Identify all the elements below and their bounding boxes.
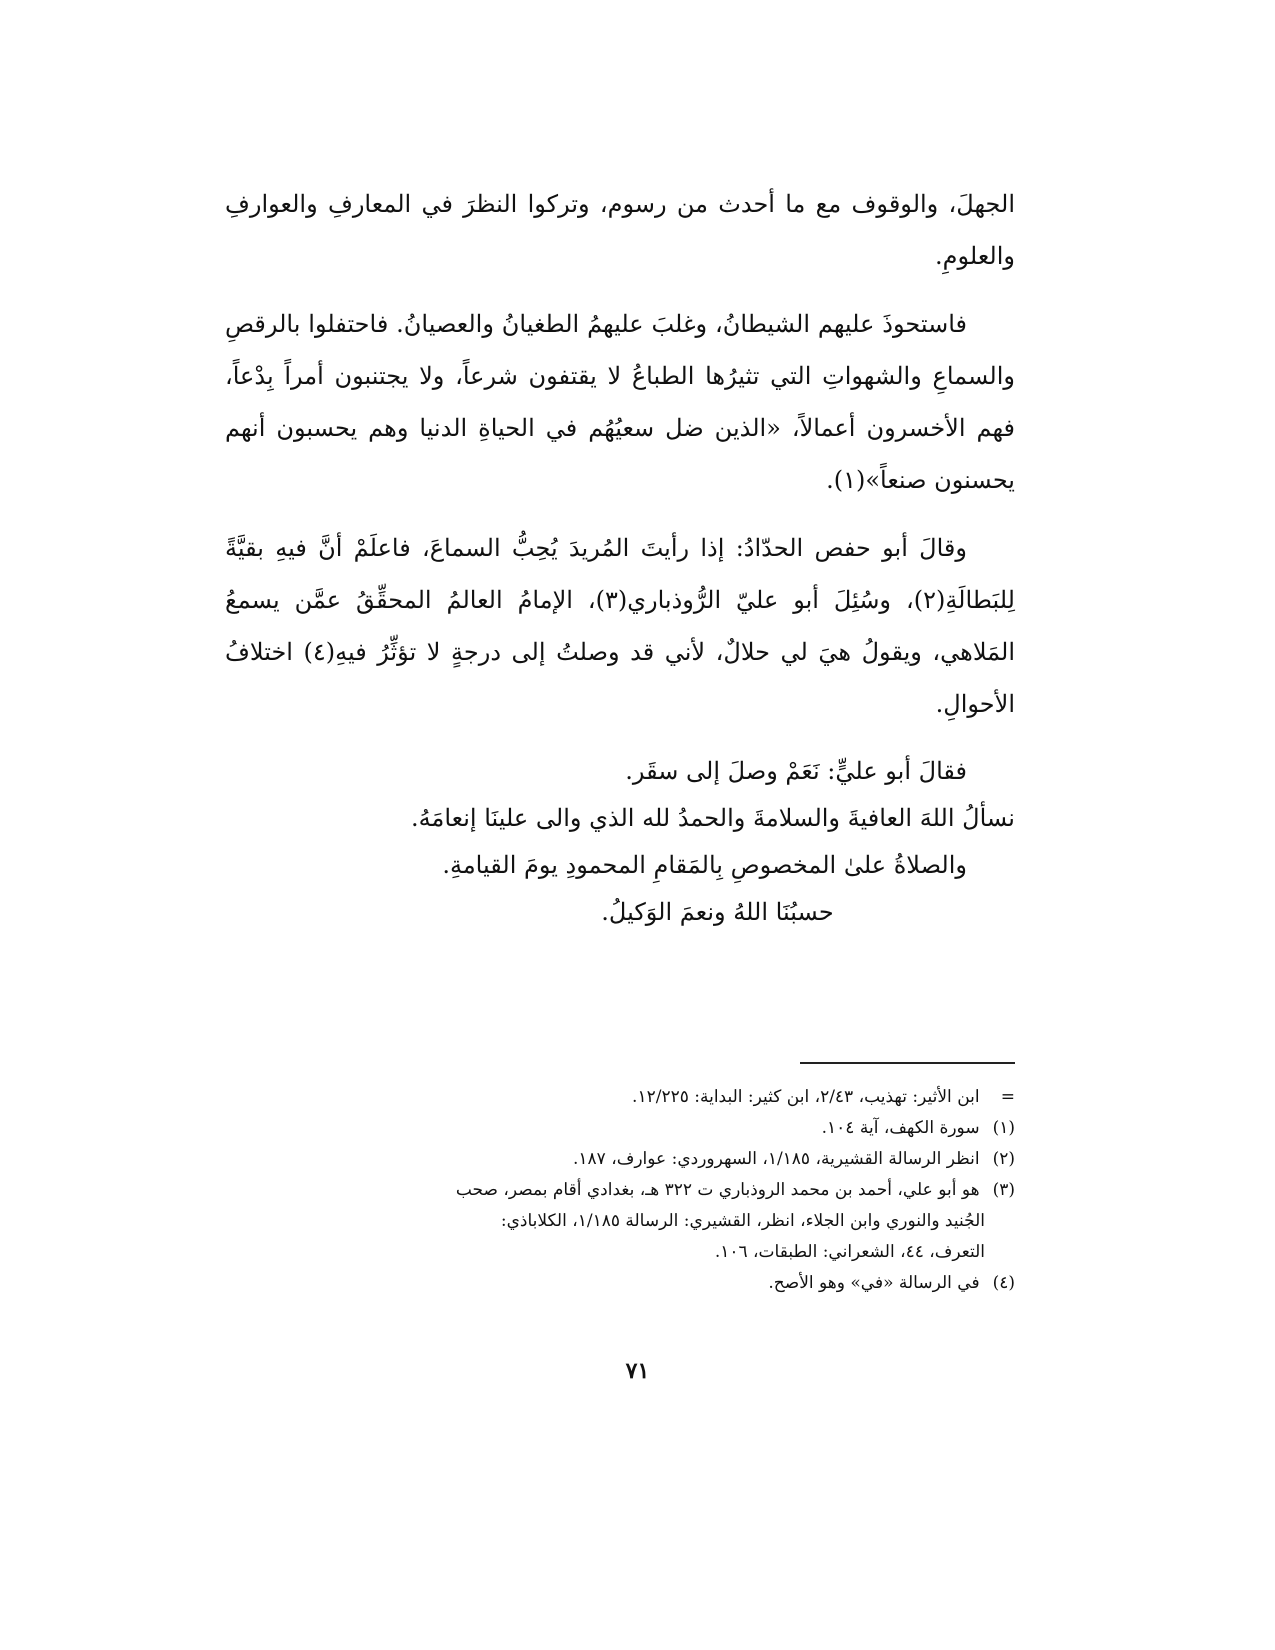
footnote-4 — [225, 1268, 1015, 1299]
paragraph-1: الجهلَ، والوقوف مع ما أحدث من رسوم، وتركوا النظرَ في المعارفِ والعوارفِ والعلومِ. — [225, 190, 1015, 270]
footnote-3 — [225, 1175, 1015, 1206]
closing-line-2: نسألُ اللهَ العافيةَ والسلامةَ والحمدُ لله الذي والى علينَا إنعامَهُ. — [410, 804, 1015, 832]
footnote-3-line-3 — [225, 1237, 1015, 1268]
footnote-text: التعرف، ٤٤، الشعراني: الطبقات، ١٠٦. — [714, 1242, 985, 1262]
closing-line-3: والصلاةُ علىٰ المخصوصِ بِالمَقامِ المحمودِ يومَ القيامةِ. — [442, 851, 967, 879]
footnote-text: سورة الكهف، آية ١٠٤. — [821, 1118, 980, 1138]
footnote-marker: = — [1000, 1087, 1015, 1107]
footnote-text: هو أبو علي، أحمد بن محمد الروذباري ت ٣٢٢ هـ، بغدادي أقام بمصر، صحب — [455, 1180, 980, 1200]
footnotes — [225, 1082, 1015, 1299]
footnote-separator — [800, 1062, 1015, 1064]
paragraph-3 — [225, 522, 1015, 730]
paragraph-3-text: وقالَ أبو حفص الحدّادُ: إذا رأيتَ المُريدَ يُحِبُّ السماعَ، فاعلَمْ أنَّ فيهِ بقيَّةً لِلبَطالَةِ(٢)، وسُئِلَ أبو عليّ الرُّوذباري(٣)، الإمامُ العالمُ المحقِّقُ عمَّن يسمعُ المَلاهي، ويقولُ هيَ لي حلالٌ، لأني قد وصلتُ إلى درجةٍ لا تؤثِّرُ فيهِ(٤) اختلافُ الأحوالِ. — [225, 534, 1015, 718]
closing-block — [380, 748, 1015, 936]
footnote-marker: (١) — [992, 1118, 1015, 1138]
closing-line-1: فقالَ أبو عليٍّ: نَعَمْ وصلَ إلى سقَر. — [625, 757, 967, 785]
footnote-marker: (٤) — [992, 1273, 1015, 1293]
footnote-continuation — [225, 1082, 1015, 1113]
footnote-text: ابن الأثير: تهذيب، ٢/٤٣، ابن كثير: البداية: ١٢/٢٢٥. — [632, 1087, 980, 1107]
footnote-2 — [225, 1144, 1015, 1175]
main-text — [225, 178, 1015, 746]
page-number: ٧١ — [625, 1358, 650, 1384]
paragraph-2 — [225, 298, 1015, 506]
footnote-3-line-2 — [225, 1206, 1015, 1237]
paragraph-2-text: فاستحوذَ عليهم الشيطانُ، وغلبَ عليهمُ الطغيانُ والعصيانُ. فاحتفلوا بالرقصِ والسماعِ والشهواتِ التي تثيرُها الطباعُ لا يقتفون شرعاً، ولا يجتنبون أمراً بِدْعاً، فهم الأخسرون أعمالاً، «الذين ضل سعيُهُم في الحياةِ الدنيا وهم يحسبون أنهم يحسنون صنعاً»(١). — [225, 310, 1015, 494]
footnote-marker: (٢) — [992, 1149, 1015, 1169]
closing-line-4: حسبُنَا اللهُ ونعمَ الوَكيلُ. — [601, 898, 834, 926]
footnote-marker: (٣) — [992, 1180, 1015, 1200]
footnote-text: الجُنيد والنوري وابن الجلاء، انظر، القشيري: الرسالة ١/١٨٥، الكلاباذي: — [500, 1211, 985, 1231]
footnote-text: انظر الرسالة القشيرية، ١/١٨٥، السهروردي: عوارف، ١٨٧. — [573, 1149, 980, 1169]
footnote-text: في الرسالة «في» وهو الأصح. — [768, 1273, 980, 1293]
footnote-1 — [225, 1113, 1015, 1144]
